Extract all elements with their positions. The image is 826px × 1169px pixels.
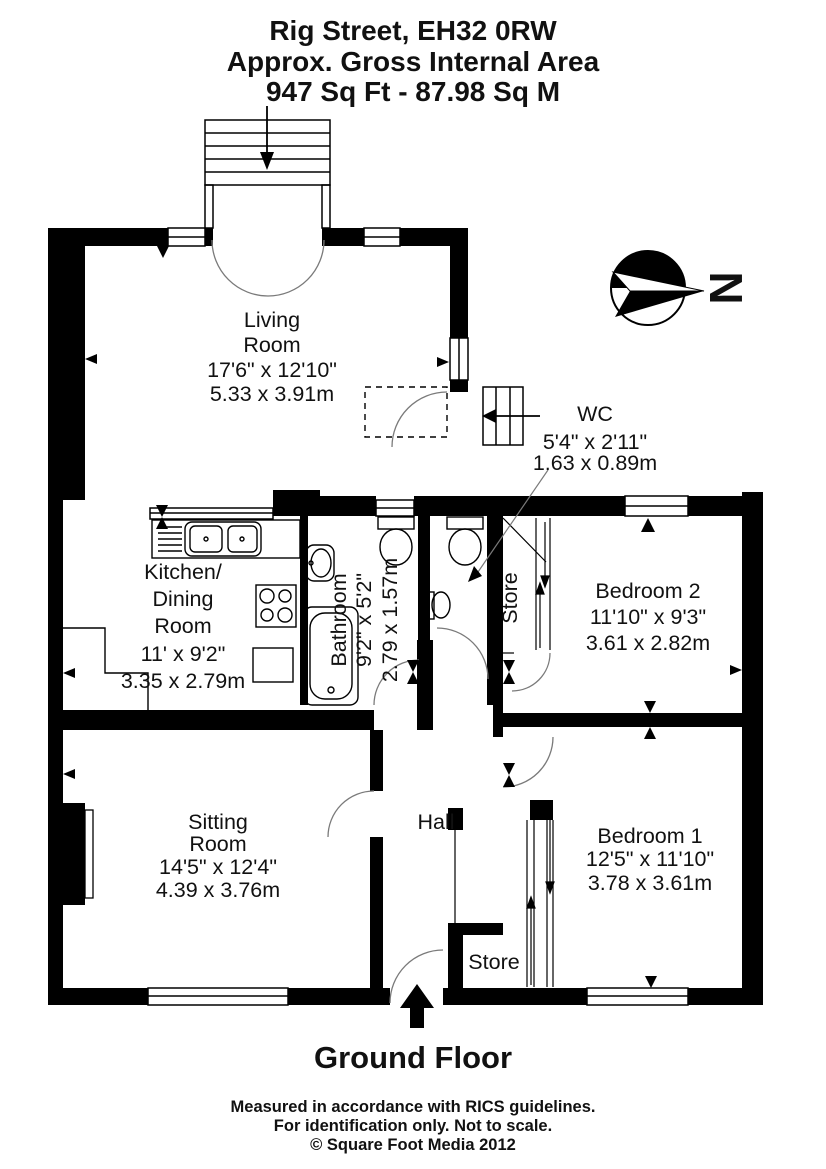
svg-text:3.78 x 3.61m: 3.78 x 3.61m	[587, 871, 713, 895]
sitting-room-label	[156, 810, 280, 902]
window-living-top-left	[168, 228, 205, 246]
svg-text:Sitting: Sitting	[188, 810, 248, 834]
store-bottom-label	[468, 950, 519, 974]
kitchen-dining-label	[121, 560, 245, 693]
svg-text:14'5" x 12'4": 14'5" x 12'4"	[159, 855, 277, 879]
svg-text:Bathroom: Bathroom	[327, 573, 351, 667]
svg-text:5'4" x 2'11": 5'4" x 2'11"	[542, 430, 648, 454]
steps-down-arrow-icon	[260, 106, 274, 170]
wc-toilet-icon	[447, 517, 483, 565]
living-room-label	[207, 308, 337, 406]
svg-text:Store: Store	[498, 572, 522, 624]
bathroom-label	[327, 558, 402, 682]
hall-label	[417, 810, 454, 834]
svg-text:Hall: Hall	[417, 810, 455, 834]
svg-text:12'5" x 11'10": 12'5" x 11'10"	[585, 847, 715, 871]
french-door-right-arc	[268, 240, 324, 296]
footer-note-identification: For identification only. Not to scale.	[273, 1117, 553, 1136]
front-entrance-arrow-icon	[400, 984, 434, 1028]
svg-text:Room: Room	[189, 832, 247, 856]
svg-text:3.61 x 2.82m: 3.61 x 2.82m	[585, 631, 711, 655]
title-area-label: Approx. Gross Internal Area	[226, 45, 600, 77]
footer-notes	[0, 1098, 826, 1155]
store-top-label	[498, 572, 522, 623]
window-kitchen-top	[150, 508, 273, 519]
svg-text:11'10" x 9'3": 11'10" x 9'3"	[589, 605, 707, 629]
svg-text:1.63 x 0.89m: 1.63 x 0.89m	[532, 451, 658, 475]
hob-icon	[256, 585, 296, 627]
footer-note-copyright: © Square Foot Media 2012	[310, 1136, 516, 1155]
compass-icon	[611, 251, 752, 325]
svg-text:11' x 9'2": 11' x 9'2"	[140, 642, 226, 666]
svg-text:Room: Room	[243, 333, 301, 357]
kitchen-unit	[253, 648, 293, 682]
svg-text:Living: Living	[243, 308, 301, 332]
window-living-right	[450, 338, 468, 380]
wc-basin-icon	[429, 592, 450, 619]
stairs-direction-arrow-icon	[482, 409, 540, 423]
reduced-headroom-dashed-box	[365, 387, 447, 437]
bathroom-toilet-icon	[378, 517, 414, 565]
fireplace-icon	[85, 810, 93, 898]
svg-text:Room: Room	[154, 614, 212, 638]
svg-text:17'6" x 12'10": 17'6" x 12'10"	[207, 358, 337, 382]
window-bathroom-top	[376, 500, 414, 516]
floor-title: Ground Floor	[313, 1040, 513, 1075]
svg-text:3.35 x 2.79m: 3.35 x 2.79m	[120, 669, 246, 693]
compass-north-label: N	[699, 271, 752, 305]
footer-note-rics: Measured in accordance with RICS guidelines.	[230, 1098, 596, 1116]
window-living-top-right	[364, 228, 400, 246]
bedroom2-label	[586, 579, 710, 655]
svg-text:WC: WC	[577, 402, 613, 426]
svg-text:9'2" x 5'2": 9'2" x 5'2"	[352, 573, 376, 667]
svg-text:Bedroom 1: Bedroom 1	[597, 824, 703, 848]
window-bedroom2-top	[625, 496, 688, 516]
bedroom1-label	[586, 824, 714, 895]
svg-text:Bedroom 2: Bedroom 2	[595, 579, 701, 603]
wc-label	[533, 402, 657, 475]
kitchen-sink-icon	[152, 520, 300, 558]
title-area-value: 947 Sq Ft - 87.98 Sq M	[265, 76, 561, 108]
sitting-door-arc	[328, 791, 374, 837]
french-door-left-arc	[212, 240, 268, 296]
svg-text:Kitchen/: Kitchen/	[144, 560, 222, 584]
wc-door-arc	[437, 628, 488, 679]
svg-text:4.39 x 3.76m: 4.39 x 3.76m	[155, 878, 281, 902]
window-sitting-bottom	[148, 988, 288, 1005]
svg-text:Dining: Dining	[152, 587, 214, 611]
svg-text:5.33 x 3.91m: 5.33 x 3.91m	[209, 382, 335, 406]
title-address: Rig Street, EH32 0RW	[269, 15, 557, 46]
svg-text:2.79 x 1.57m: 2.79 x 1.57m	[378, 557, 402, 683]
store-top-door-arc	[512, 653, 550, 691]
window-bedroom1-bottom	[587, 988, 688, 1005]
svg-text:Store: Store	[468, 950, 520, 974]
living-lobby-door-arc	[392, 392, 447, 447]
